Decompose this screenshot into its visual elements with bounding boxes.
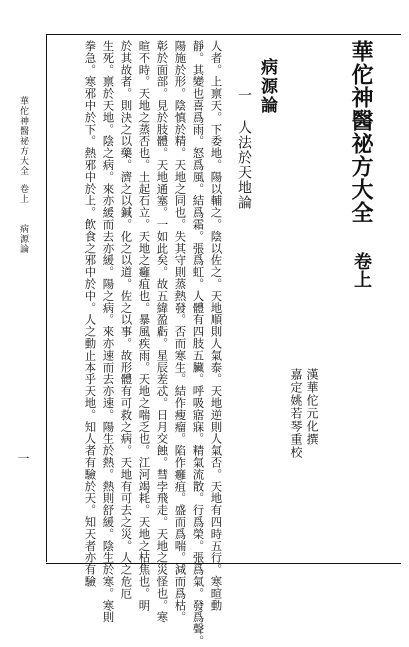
page-number: 一 (16, 452, 30, 464)
body-column-4: 彰於面部。見於肢體。天地通塞。一如此矣。故五緯盈虧。星辰差忒。日月交蝕。彗孛飛走。天地之災怪也。寒 (155, 40, 170, 624)
body-column-5: 暄不時。天地之蒸否也。土起石立。天地之癰疽也。暴風疾雨。天地之喘乏也。江河竭耗。天地之枯焦也。明 (137, 40, 152, 612)
author-line-editor: 嘉定姚若琴重校 (289, 368, 303, 459)
chapter-number: 一 (236, 88, 252, 103)
body-column-2: 靜。其變也喜爲雨。怒爲風。結爲霜。張爲虹。人體有四肢五臟。呼吸寤寐。精氣流散。行爲榮。張爲氣。發爲聲。 (191, 40, 206, 647)
volume-label: 卷上 (351, 252, 372, 288)
margin-book-title: 華佗神醫祕方大全 (18, 96, 28, 176)
section-title: 病源論 (257, 58, 277, 115)
margin-section: 病源論 (18, 224, 28, 254)
body-column-3: 陽施於形。陰慎於精。天地之同也。失其守則蒸熱發。否而寒生。結作瘦瘤。陷作癰疽。盛而爲喘。減而爲枯。 (173, 40, 188, 624)
author-line-compiler: 漢華佗元化撰 (305, 368, 319, 446)
margin-volume: 卷上 (18, 184, 28, 204)
book-title: 華佗神醫祕方大全 (348, 40, 374, 224)
margin-rule (46, 34, 47, 562)
chapter-title: 人法於天地論 (236, 120, 252, 210)
body-column-6: 於其故者。則決之以藥。濟之以鍼。化之以道。佐之以事。故形體有可救之病。天地有可去之災。人之危厄 (119, 40, 134, 600)
body-column-7: 生死。禀於天地。陰之病。來亦緩而去亦緩。陽之病。來亦速而去亦速。陽生於熱。熱則舒緩。陰生於寒。寒則 (101, 40, 116, 624)
body-column-1: 人者。上禀天。下委地。陽以輔之。陰以佐之。天地順則人氣泰。天地逆則人氣否。天地有四時五行。寒暄動 (209, 40, 224, 612)
body-column-8: 拳急。寒邪中於下。熱邪中於上。飲食之邪中於中。人之動止本乎天地。知人者有驗於天。知天者亦有驗 (83, 40, 98, 588)
